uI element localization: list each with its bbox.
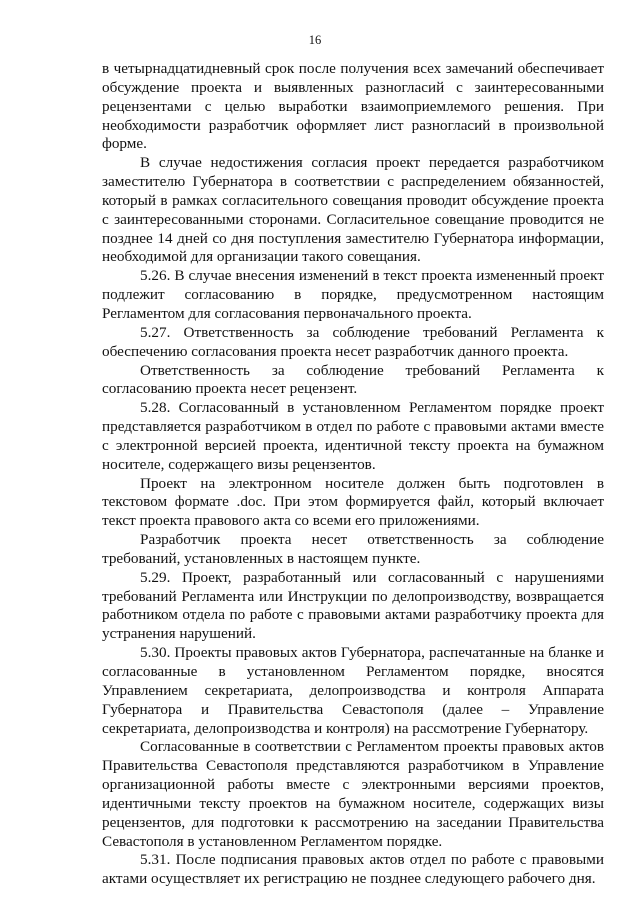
document-body — [102, 60, 604, 889]
paragraph-electronic-format: Проект на электронном носителе должен быть подготовлен в текстовом формате .doc. При этом формируется файл, который включает текст проекта правового акта со всеми его приложениями. — [102, 474, 604, 530]
paragraph-developer-responsibility: Разработчик проекта несет ответственность за соблюдение требований, установленных в настоящем пункте. — [102, 531, 604, 567]
paragraph-5-27: 5.27. Ответственность за соблюдение требований Регламента к обеспечению согласования проекта несет разработчик данного проекта. — [102, 323, 604, 360]
paragraph-reviewer-responsibility: Ответственность за соблюдение требований Регламента к согласованию проекта несет рецензент. — [102, 361, 604, 398]
paragraph-5-28: 5.28. Согласованный в установленном Регламентом порядке проект представляется разработчиком в отдел по работе с правовыми актами вместе с электронной версией проекта, идентичной тексту проекта на бумажном носителе, содержащего визы рецензентов. — [102, 399, 604, 473]
paragraph-5-29: 5.29. Проект, разработанный или согласованный с нарушениями требований Регламента или Инструкции по делопроизводству, возвращается работником отдела по работе с правовыми актами разработчику проекта для устранения нарушений. — [102, 568, 604, 643]
paragraph-5-30: 5.30. Проекты правовых актов Губернатора, распечатанные на бланке и согласованные в установленном Регламентом порядке, вносятся Управлением секретариата, делопроизводства и контроля Аппарата Губернатора и Правительства Севастополя (далее – Управление секретариата, делопроизводства и контроля) на рассмотрение Губернатору. — [102, 644, 604, 737]
paragraph-continuation: в четырнадцатидневный срок после получения всех замечаний обеспечивает обсуждение проекта и выявленных разногласий с заинтересованными рецензентами с целью выработки взаимоприемлемого решения. При необходимости разработчик оформляет лист разногласий в произвольной форме. — [102, 60, 604, 153]
paragraph-government-projects: Согласованные в соответствии с Регламентом проекты правовых актов Правительства Севастополя представляются разработчиком в Управление организационной работы вместе с электронными версиями проектов, идентичными тексту проектов на бумажном носителе, содержащих визы рецензентов, для подготовки к рассмотрению на заседании Правительства Севастополя в установленном Регламентом порядке. — [102, 738, 604, 850]
paragraph-5-26: 5.26. В случае внесения изменений в текст проекта измененный проект подлежит согласованию в порядке, предусмотренном настоящим Регламентом для согласования первоначального проекта. — [102, 267, 604, 322]
page-number: 16 — [308, 33, 322, 47]
paragraph-disagreement: В случае недостижения согласия проект передается разработчиком заместителю Губернатора в соответствии с распределением обязанностей, который в рамках согласительного совещания проводит обсуждение проекта с заинтересованными сторонами. Согласительное совещание проводится не позднее 14 дней со дня поступления заместителю Губернатора информации, необходимой для организации такого совещания. — [102, 154, 604, 266]
paragraph-5-31: 5.31. После подписания правовых актов отдел по работе с правовыми актами осуществляет их регистрацию не позднее следующего рабочего дня. — [102, 851, 604, 888]
